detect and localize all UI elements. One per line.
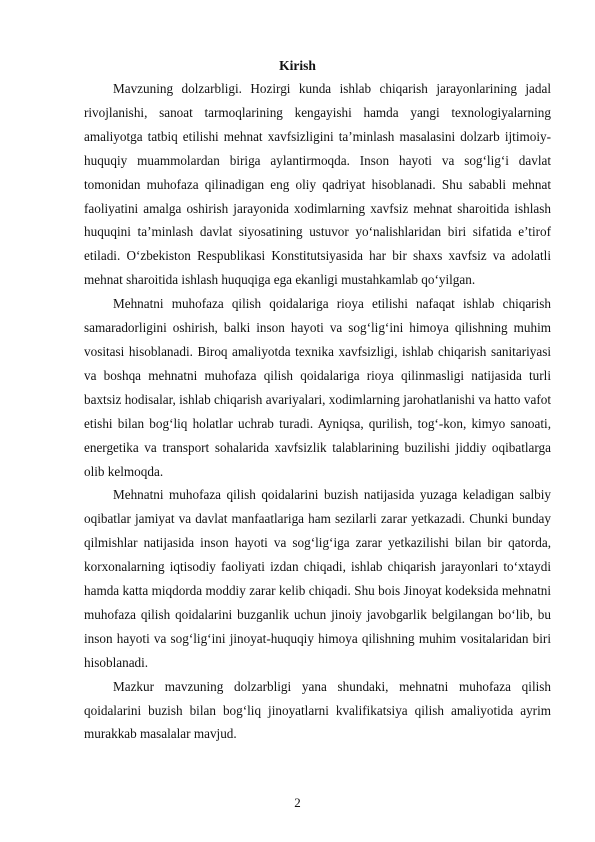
body-text (84, 77, 551, 746)
page-number: 2 (294, 795, 301, 810)
paragraph-relevance: Mavzuning dolzarbligi. Hozirgi kunda ishlab chiqarish jarayonlarining jadal rivojlanishi, sanoat tarmoqlarining kengayishi hamda yangi texnologiyalarning amaliyotga tatbiq etilishi mehnat xavfsizligini ta’minlash masalasini dolzarb ijtimoiy-huquqiy muammolardan biriga aylantirmoqda. Inson hayoti va sog‘lig‘i davlat tomonidan muhofaza qilinadigan eng oliy qadriyat hisoblanadi. Shu sababli mehnat faoliyatini amalga oshirish jarayonida xodimlarning xavfsiz mehnat sharoitida ishlash huquqini ta’minlash davlat siyosatining ustuvor yo‘nalishlaridan biri sifatida e’tirof etiladi. O‘zbekiston Respublikasi Konstitutsiyasida har bir shaxs xavfsiz va adolatli mehnat sharoitida ishlash huquqiga ega ekanligi mustahkamlab qo‘yilgan. (84, 81, 551, 288)
paragraph-qualification: Mazkur mavzuning dolzarbligi yana shundaki, mehnatni muhofaza qilish qoidalarini buzish bilan bog‘liq jinoyatlarni kvalifikatsiya qilish amaliyotida ayrim murakkab masalalar mavjud. (84, 678, 551, 742)
section-title: Kirish (279, 58, 316, 73)
paragraph-consequences: Mehnatni muhofaza qilish qoidalarini buzish natijasida yuzaga keladigan salbiy oqibatlar jamiyat va davlat manfaatlariga ham sezilarli zarar yetkazadi. Chunki bunday qilmishlar natijasida inson hayoti va sog‘lig‘iga zarar yetkazilishi bilan bir qatorda, korxonalarning iqtisodiy faoliyati izdan chiqadi, ishlab chiqarish jarayonlari to‘xtaydi hamda katta miqdorda moddiy zarar kelib chiqadi. Shu bois Jinoyat kodeksida mehnatni muhofaza qilish qoidalarini buzganlik uchun jinoiy javobgarlik belgilangan bo‘lib, bu inson hayoti va sog‘lig‘ini jinoyat-huquqiy himoya qilishning muhim vositalaridan biri hisoblanadi. (84, 487, 551, 670)
paragraph-safety-rules: Mehnatni muhofaza qilish qoidalariga rioya etilishi nafaqat ishlab chiqarish samaradorligini oshirish, balki inson hayoti va sog‘lig‘ini himoya qilishning muhim vositasi hisoblanadi. Biroq amaliyotda texnika xavfsizligi, ishlab chiqarish sanitariyasi va boshqa mehnatni muhofaza qilish qoidalariga rioya qilinmasligi natijasida turli baxtsiz hodisalar, ishlab chiqarish avariyalari, xodimlarning jarohatlanishi va hatto vafot etishi bilan bog‘liq holatlar uchrab turadi. Ayniqsa, qurilish, tog‘-kon, kimyo sanoati, energetika va transport sohalarida xavfsizlik talablarining buzilishi jiddiy oqibatlarga olib kelmoqda. (84, 296, 551, 479)
